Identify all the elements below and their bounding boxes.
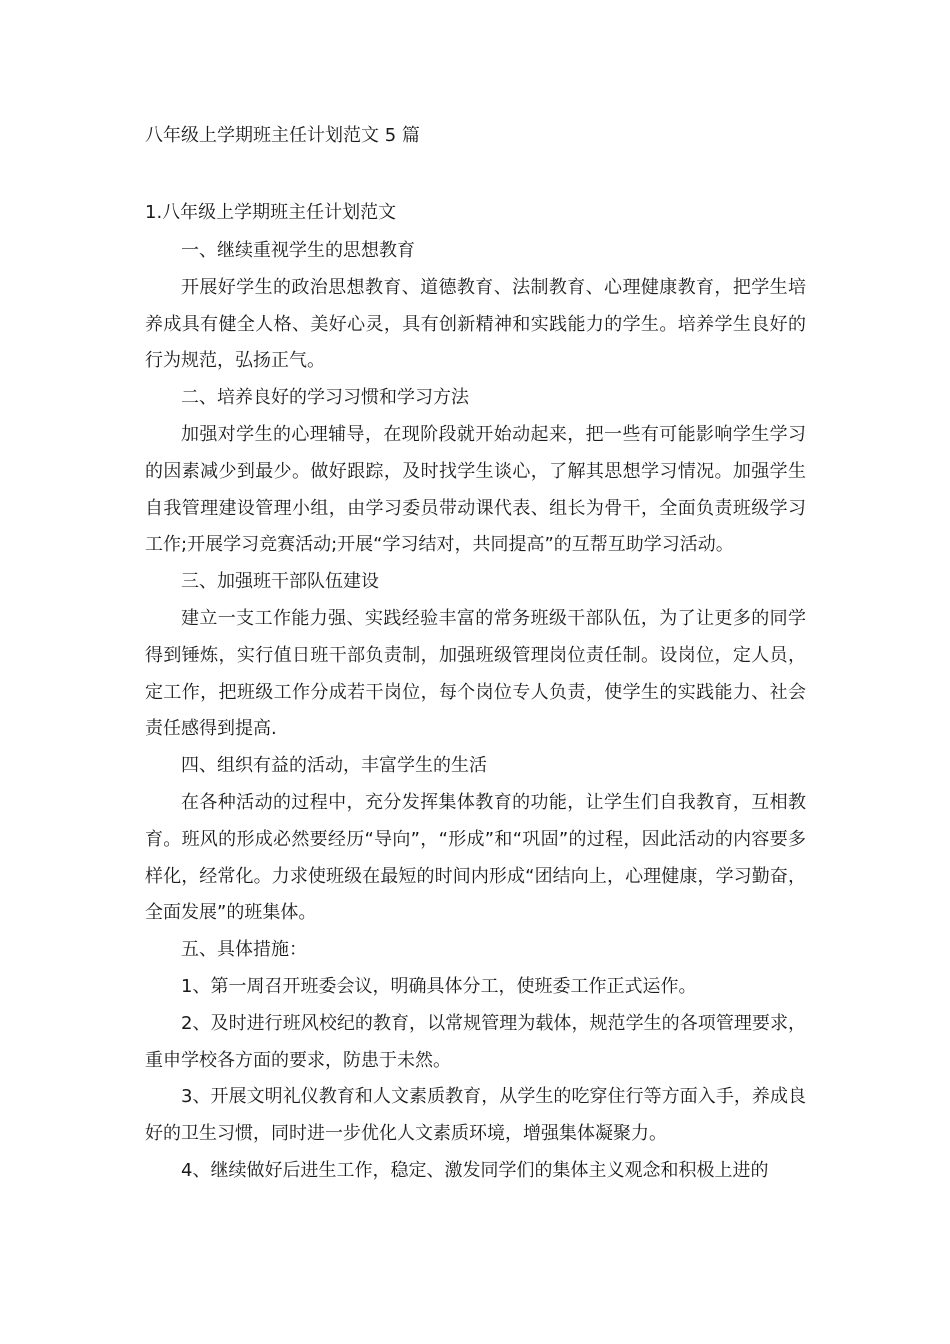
list-item-4: 4、继续做好后进生工作，稳定、激发同学们的集体主义观念和积极上进的 — [181, 1159, 769, 1181]
paragraph-3: 建立一支工作能力强、实践经验丰富的常务班级干部队伍，为了让更多的同学得到锤炼，实行值日班干部负责制，加强班级管理岗位责任制。设岗位，定人员，定工作，把班级工作分成若干岗位，每个岗位专人负责，使学生的实践能力、社会责任感得到提高. — [145, 607, 806, 740]
section-title: 1.八年级上学期班主任计划范文 — [145, 202, 397, 223]
heading-4: 四、组织有益的活动，丰富学生的生活 — [181, 755, 487, 777]
paragraph-4: 在各种活动的过程中，充分发挥集体教育的功能，让学生们自我教育，互相教育。班风的形成必然要经历“导向”，“形成”和“巩固”的过程，因此活动的内容要多样化，经常化。力求使班级在最短的时间内形成“团结向上，心理健康，学习勤奋，全面发展”的班集体。 — [145, 791, 806, 924]
heading-1: 一、继续重视学生的思想教育 — [181, 240, 415, 261]
list-item-2: 2、及时进行班风校纪的教育，以常规管理为载体，规范学生的各项管理要求，重申学校各方面的要求，防患于未然。 — [145, 1012, 806, 1071]
list-item-3: 3、开展文明礼仪教育和人文素质教育，从学生的吃穿住行等方面入手，养成良好的卫生习惯，同时进一步优化人文素质环境，增强集体凝聚力。 — [145, 1086, 806, 1145]
heading-3: 三、加强班干部队伍建设 — [181, 571, 379, 593]
paragraph-2: 加强对学生的心理辅导，在现阶段就开始动起来，把一些有可能影响学生学习的因素减少到最少。做好跟踪，及时找学生谈心，了解其思想学习情况。加强学生自我管理建设管理小组，由学习委员带动课代表、组长为骨干，全面负责班级学习工作;开展学习竞赛活动;开展“学习结对，共同提高”的互帮互助学习活动。 — [145, 423, 806, 556]
document-body — [145, 233, 806, 1190]
heading-2: 二、培养良好的学习习惯和学习方法 — [181, 387, 469, 409]
document-title: 八年级上学期班主任计划范文 5 篇 — [145, 125, 420, 146]
heading-5: 五、具体措施： — [181, 939, 307, 961]
list-item-1: 1、第一周召开班委会议，明确具体分工，使班委工作正式运作。 — [181, 975, 697, 997]
paragraph-1: 开展好学生的政治思想教育、道德教育、法制教育、心理健康教育，把学生培养成具有健全人格、美好心灵，具有创新精神和实践能力的学生。培养学生良好的行为规范，弘扬正气。 — [145, 276, 806, 372]
